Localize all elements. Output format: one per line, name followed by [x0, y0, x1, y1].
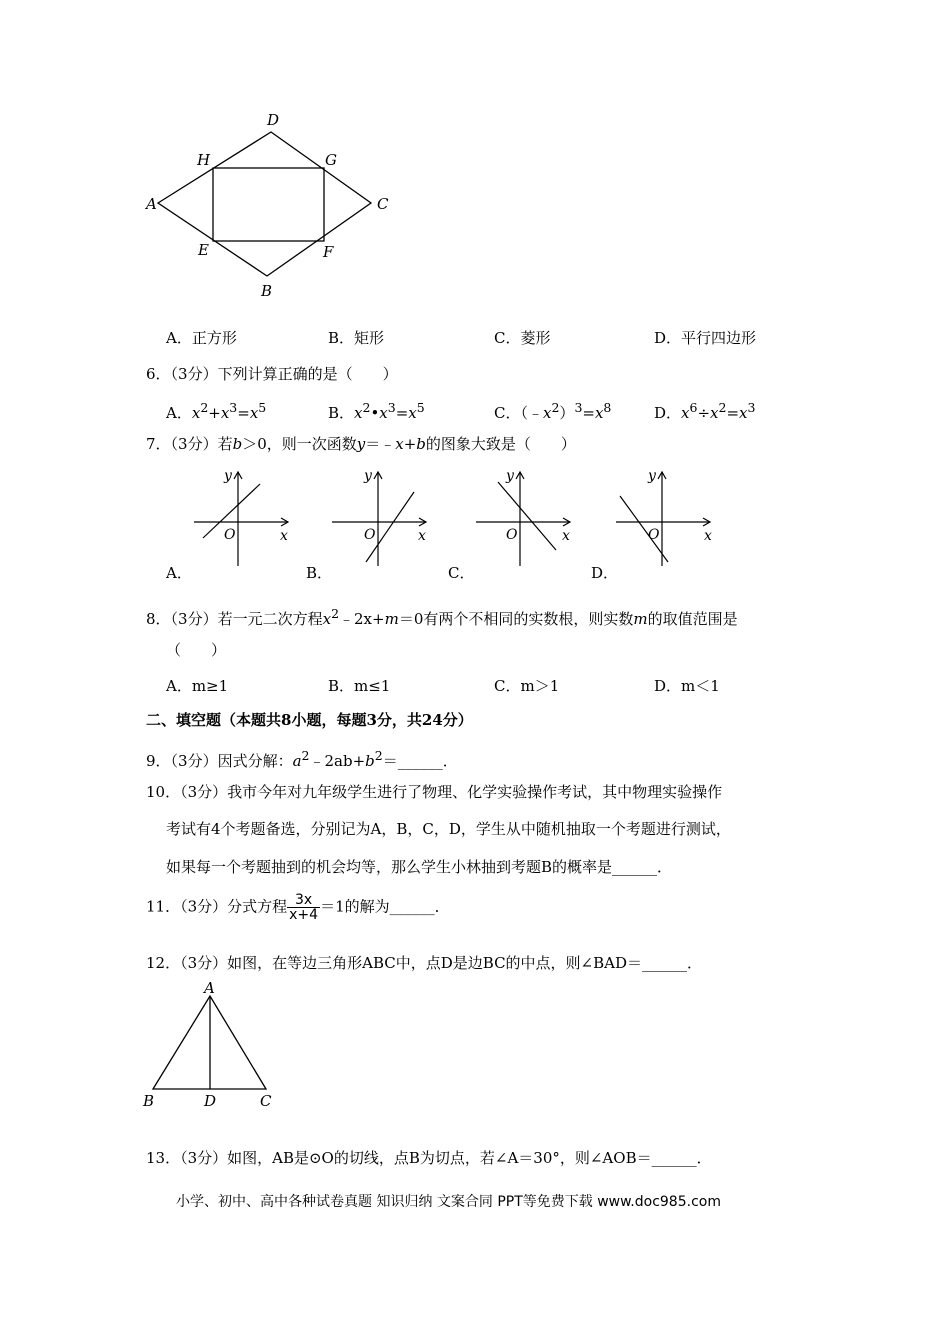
q8-option-c: C．m＞1 — [494, 677, 560, 695]
svg-text:x: x — [280, 528, 288, 544]
q7-graph-a — [188, 462, 298, 567]
q7-option-a: A． — [166, 564, 192, 582]
q6-stem: 6．（3分）下列计算正确的是（ ） — [146, 365, 398, 383]
q8-option-d: D．m＜1 — [654, 677, 720, 695]
svg-text:O: O — [364, 527, 376, 543]
q5-option-d: D．平行四边形 — [654, 329, 757, 347]
q5-option-b: B．矩形 — [328, 329, 385, 347]
svg-text:y: y — [364, 468, 372, 484]
q6-option-d: D．$x^6\div x^2=x^3$ — [654, 400, 756, 422]
svg-text:y: y — [648, 468, 656, 484]
page-footer: 小学、初中、高中各种试卷真题 知识归纳 文案合同 PPT等免费下载 www.doc985.com — [176, 1194, 721, 1210]
q7-option-c: C． — [448, 564, 475, 582]
q8-option-a: A．m≥1 — [166, 677, 229, 695]
q10-line2: 考试有4个考题备选，分别记为A，B，C，D，学生从中随机抽取一个考题进行测试， — [166, 820, 731, 838]
label-B: B — [261, 282, 273, 300]
label-A: A — [146, 195, 157, 213]
q12: 12．（3分）如图，在等边三角形ABC中，点D是边BC的中点，则∠BAD＝______． — [146, 954, 702, 972]
q11: 11．（3分）分式方程 $\frac{3x}{x+4}$ ＝1的解为______． — [146, 892, 450, 923]
q7-option-d: D． — [591, 564, 619, 582]
section-2-heading: 二、填空题（本题共8小题，每题3分，共24分） — [146, 711, 473, 729]
q8-paren: （ ） — [166, 641, 227, 659]
q9: 9．（3分）因式分解：$a^2﹣2ab+b^2=\_\_\_\_\_\_$． — [146, 748, 458, 770]
rhombus-figure — [130, 105, 410, 305]
tri-label-D: D — [204, 1092, 217, 1110]
q5-option-c: C．菱形 — [494, 329, 551, 347]
q7-stem: 7．（3分）若b＞0，则一次函数y＝﹣x+b的图象大致是（ ） — [146, 435, 576, 453]
equilateral-triangle-figure — [138, 978, 288, 1113]
q7-graph-d — [610, 462, 720, 567]
svg-text:O: O — [506, 527, 518, 543]
q10-line1: 10．（3分）我市今年对九年级学生进行了物理、化学实验操作考试，其中物理实验操作 — [146, 783, 723, 801]
tri-label-A: A — [204, 979, 215, 997]
label-E: E — [198, 241, 209, 259]
svg-text:x: x — [704, 528, 712, 544]
q6-option-a: A．$x^2+x^3=x^5$ — [166, 400, 267, 422]
svg-text:O: O — [224, 527, 236, 543]
q7-option-b: B． — [306, 564, 333, 582]
q13: 13．（3分）如图，AB是⊙O的切线，点B为切点，若∠A＝30°，则∠AOB＝______． — [146, 1149, 712, 1167]
label-F: F — [323, 243, 334, 261]
label-D: D — [267, 111, 280, 129]
q10-line3: 如果每一个考题抽到的机会均等，那么学生小林抽到考题B的概率是______． — [166, 858, 673, 876]
q6-option-b: B．$x^2•x^3=x^5$ — [328, 400, 425, 422]
svg-text:O: O — [648, 527, 660, 543]
q11-fraction: $\frac{3x}{x+4}$ — [289, 892, 319, 923]
svg-text:x: x — [418, 528, 426, 544]
label-G: G — [325, 151, 337, 169]
q5-option-a: A．正方形 — [166, 329, 237, 347]
q7-graph-b — [326, 462, 436, 567]
svg-text:x: x — [562, 528, 570, 544]
label-H: H — [197, 151, 211, 169]
q8-option-b: B．m≤1 — [328, 677, 391, 695]
tri-label-B: B — [143, 1092, 155, 1110]
label-C: C — [377, 195, 389, 213]
svg-text:y: y — [224, 468, 232, 484]
tri-label-C: C — [260, 1092, 272, 1110]
q8-stem: 8．（3分）若一元二次方程$x^2﹣2x+m=0$有两个不相同的实数根，则实数m的取值范围是 — [146, 606, 738, 628]
svg-text:y: y — [506, 468, 514, 484]
q6-option-c: C．$(﹣x^2)^3=x^8$ — [494, 400, 612, 422]
q7-graph-c — [470, 462, 580, 567]
